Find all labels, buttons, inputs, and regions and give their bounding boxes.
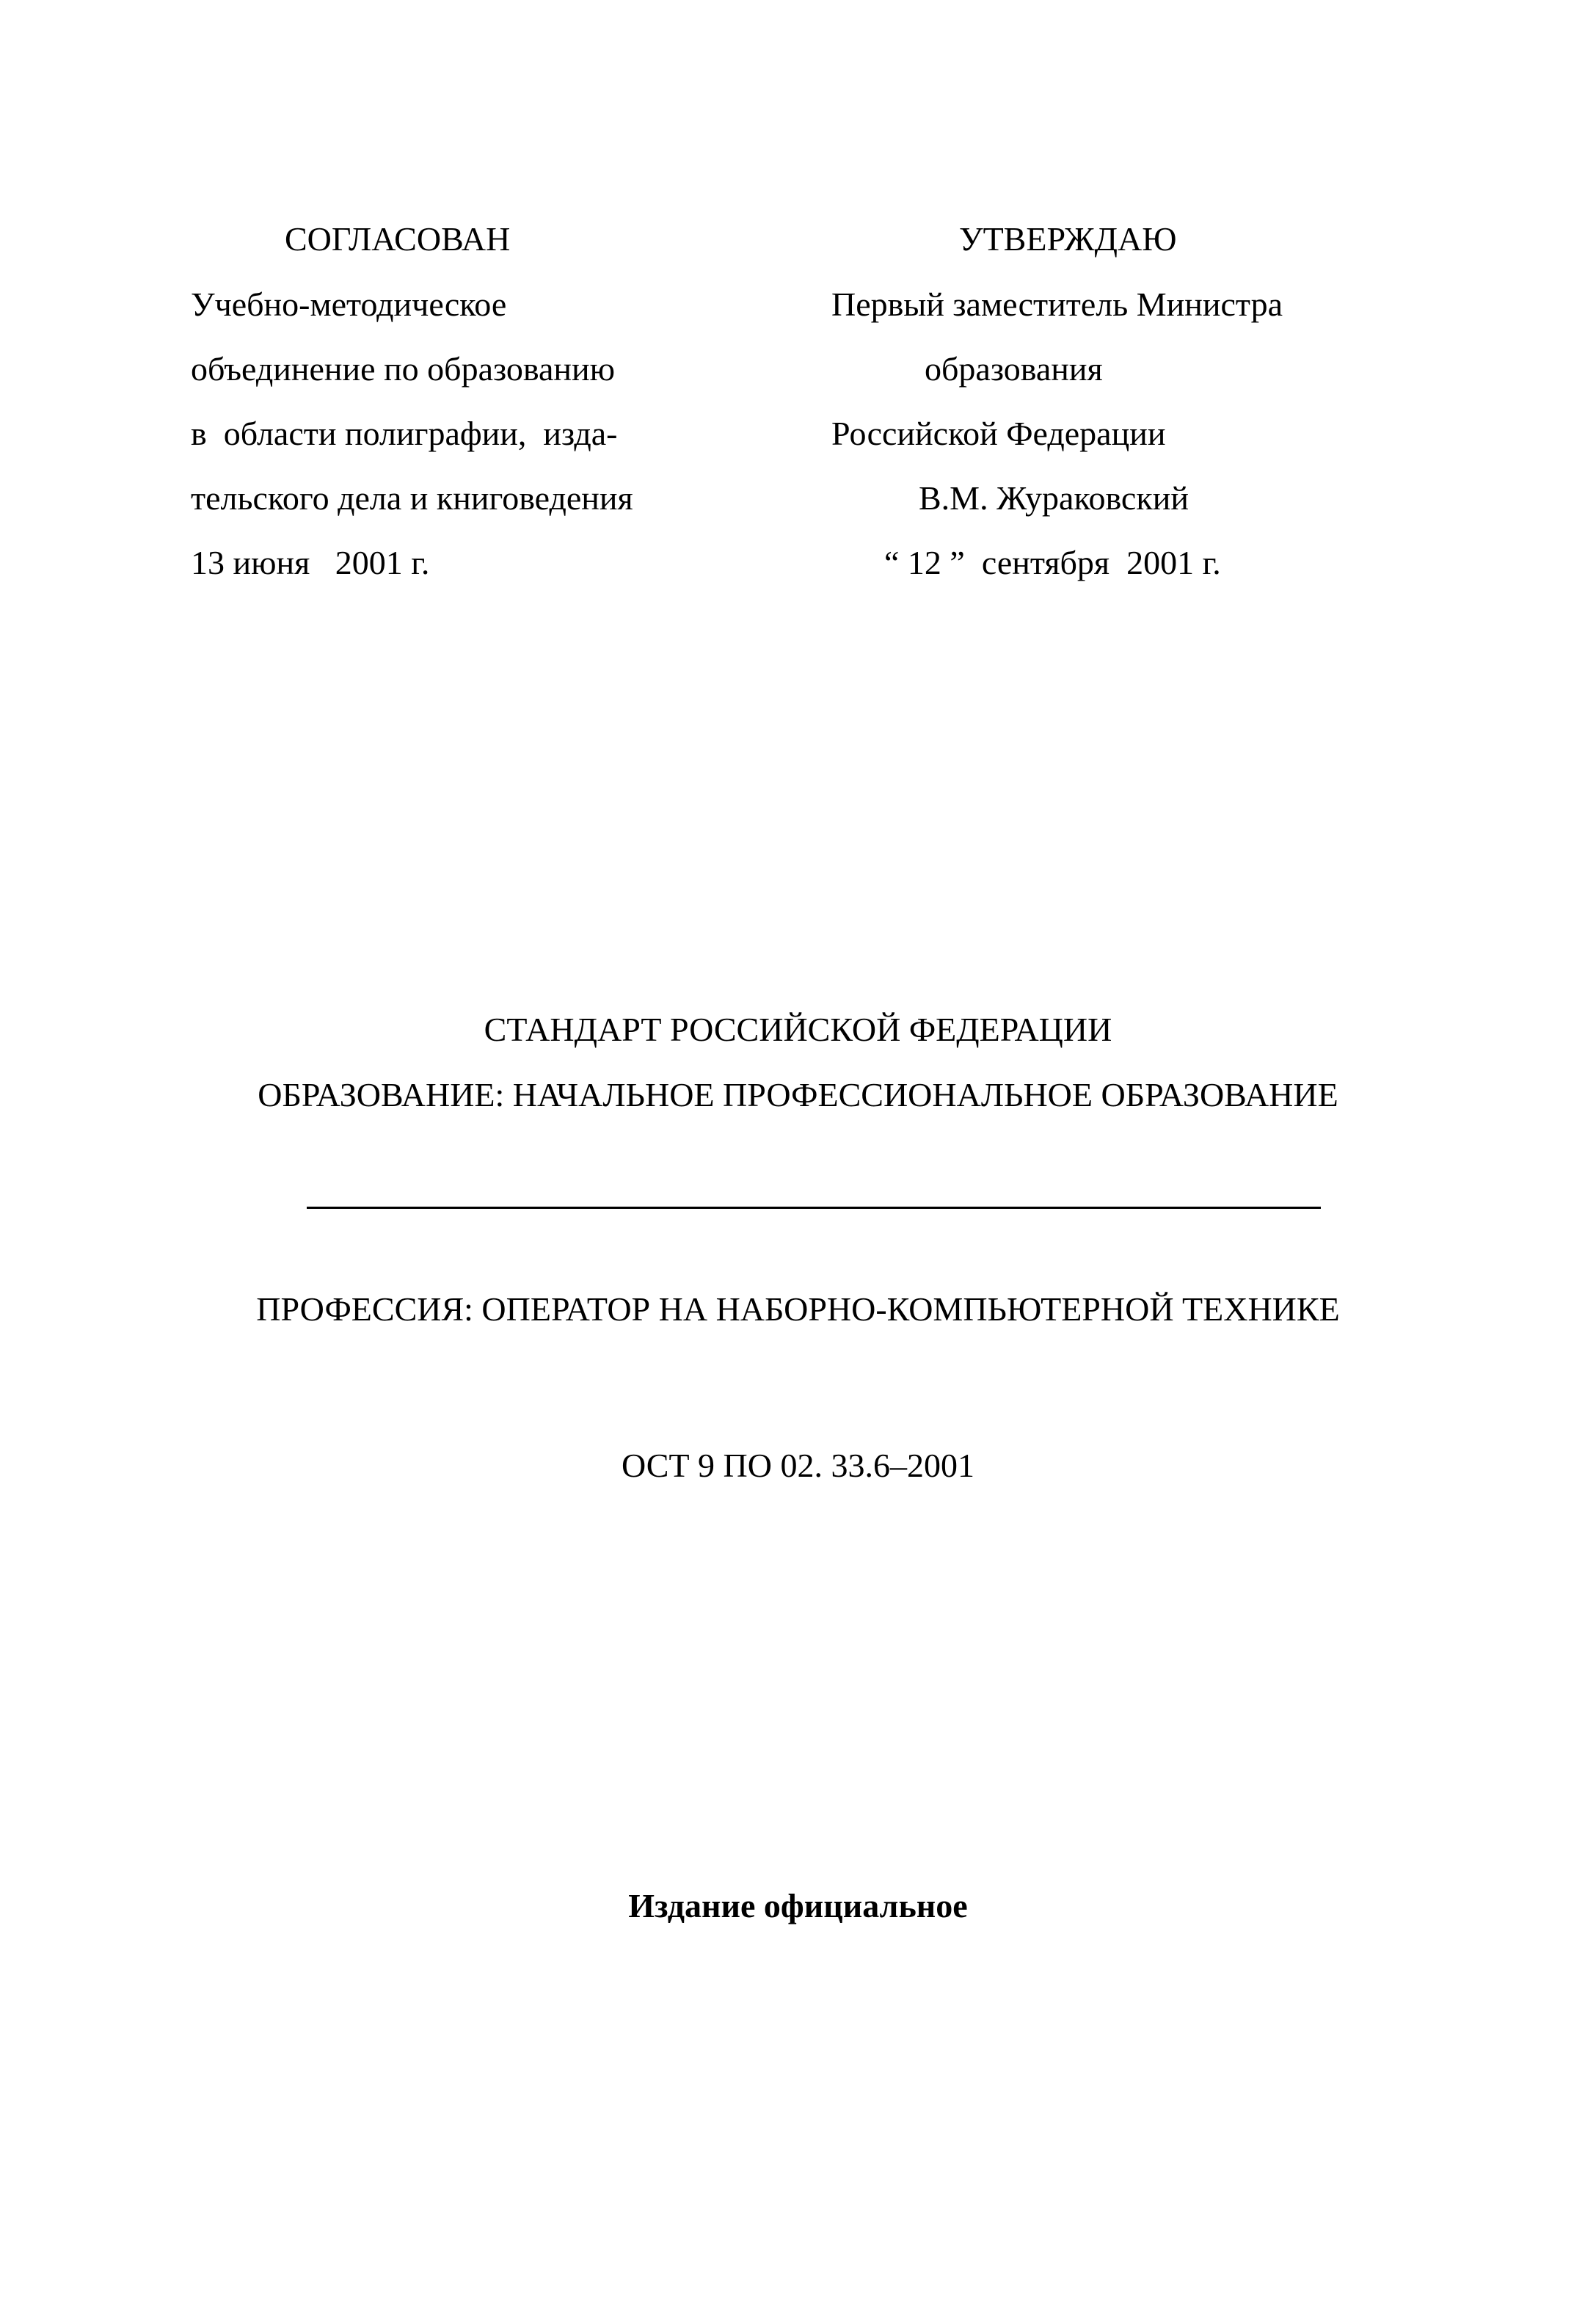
standard-title: СТАНДАРТ РОССИЙСКОЙ ФЕДЕРАЦИИ (484, 1011, 1112, 1048)
approval-right-line: Российской Федерации (831, 415, 1166, 452)
approval-left-heading: СОГЛАСОВАН (285, 220, 511, 258)
approval-left-line: в области полиграфии, изда- (191, 415, 618, 452)
approval-left-line: объединение по образованию (191, 350, 616, 388)
divider-rule (307, 1207, 1321, 1209)
approval-left-line: тельского дела и книговедения (191, 479, 633, 517)
approver-name: В.М. Жураковский (919, 479, 1189, 517)
standard-subtitle: ОБРАЗОВАНИЕ: НАЧАЛЬНОЕ ПРОФЕССИОНАЛЬНОЕ ОБРАЗОВАНИЕ (258, 1076, 1338, 1113)
edition-label: Издание официальное (628, 1887, 968, 1924)
approval-date-left: 13 июня 2001 г. (191, 544, 430, 581)
profession-title: ПРОФЕССИЯ: ОПЕРАТОР НА НАБОРНО-КОМПЬЮТЕРНОЙ ТЕХНИКЕ (256, 1290, 1340, 1328)
approval-right-heading: УТВЕРЖДАЮ (959, 220, 1177, 258)
standard-code: ОСТ 9 ПО 02. 33.6–2001 (621, 1447, 974, 1484)
approval-date-right: “ 12 ” сентября 2001 г. (884, 544, 1221, 581)
approval-right-line: образования (925, 350, 1103, 388)
approval-right-line: Первый заместитель Министра (831, 286, 1283, 323)
approval-left-line: Учебно-методическое (191, 286, 507, 323)
